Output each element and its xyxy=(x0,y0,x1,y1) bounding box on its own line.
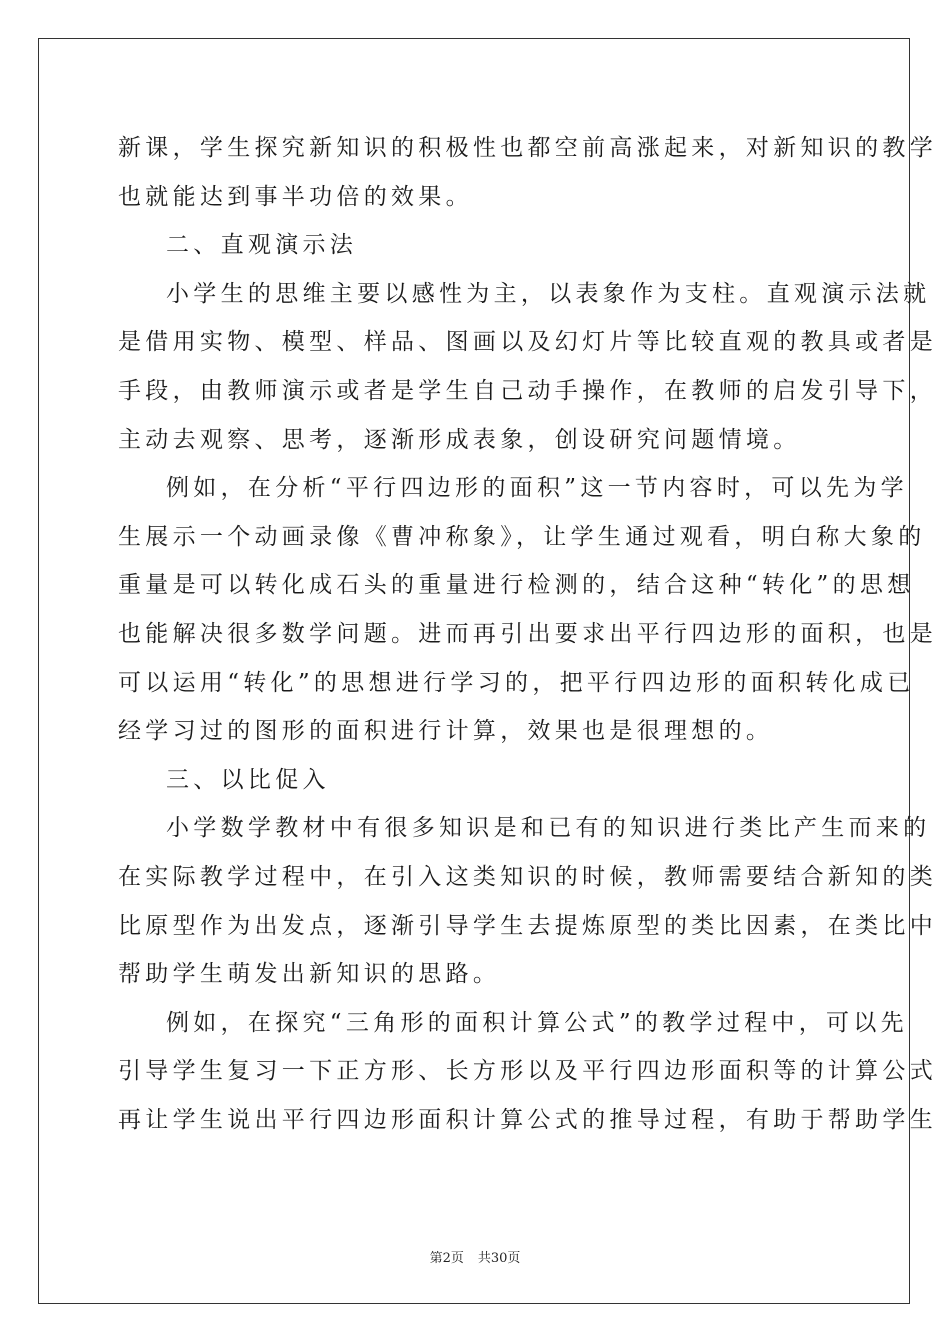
text-line: 也就能达到事半功倍的效果。 xyxy=(118,183,473,210)
page-total: 共30页 xyxy=(477,1251,521,1266)
text-line: 帮助学生萌发出新知识的思路。 xyxy=(118,961,501,988)
text-line: 比原型作为出发点，逐渐引导学生去提炼原型的类比因素，在类比中 xyxy=(118,912,937,939)
text-line: 可以运用“转化”的思想进行学习的，把平行四边形的面积转化成已 xyxy=(118,669,915,696)
text-line: 例如，在分析“平行四边形的面积”这一节内容时，可以先为学 xyxy=(166,475,908,502)
text-line: 主动去观察、思考，逐渐形成表象，创设研究问题情境。 xyxy=(118,426,801,453)
text-line: 是借用实物、模型、样品、图画以及幻灯片等比较直观的教具或者是 xyxy=(118,329,937,356)
text-line: 例如，在探究“三角形的面积计算公式”的教学过程中，可以先 xyxy=(166,1009,908,1036)
text-line: 小学生的思维主要以感性为主，以表象作为支柱。直观演示法就 xyxy=(166,280,931,307)
text-line: 在实际教学过程中，在引入这类知识的时候，教师需要结合新知的类 xyxy=(118,863,937,890)
text-line: 经学习过的图形的面积进行计算，效果也是很理想的。 xyxy=(118,718,774,745)
text-line: 再让学生说出平行四边形面积计算公式的推导过程，有助于帮助学生 xyxy=(118,1106,937,1133)
document-body xyxy=(118,124,937,1144)
page-footer xyxy=(0,1247,950,1266)
text-line: 手段，由教师演示或者是学生自己动手操作，在教师的启发引导下， xyxy=(118,377,937,404)
text-line: 新课，学生探究新知识的积极性也都空前高涨起来，对新知识的教学 xyxy=(118,135,937,161)
text-line: 三、以比促入 xyxy=(166,766,330,793)
text-line: 也能解决很多数学问题。进而再引出要求出平行四边形的面积，也是 xyxy=(118,620,937,647)
page-number: 第2页 xyxy=(429,1251,464,1266)
text-line: 重量是可以转化成石头的重量进行检测的，结合这种“转化”的思想 xyxy=(118,572,915,599)
text-line: 小学数学教材中有很多知识是和已有的知识进行类比产生而来的 xyxy=(166,815,931,842)
text-line: 引导学生复习一下正方形、长方形以及平行四边形面积等的计算公式 xyxy=(118,1058,937,1085)
text-line: 生展示一个动画录像《曹冲称象》，让学生通过观看，明白称大象的 xyxy=(118,523,926,550)
text-line: 二、直观演示法 xyxy=(166,232,358,259)
